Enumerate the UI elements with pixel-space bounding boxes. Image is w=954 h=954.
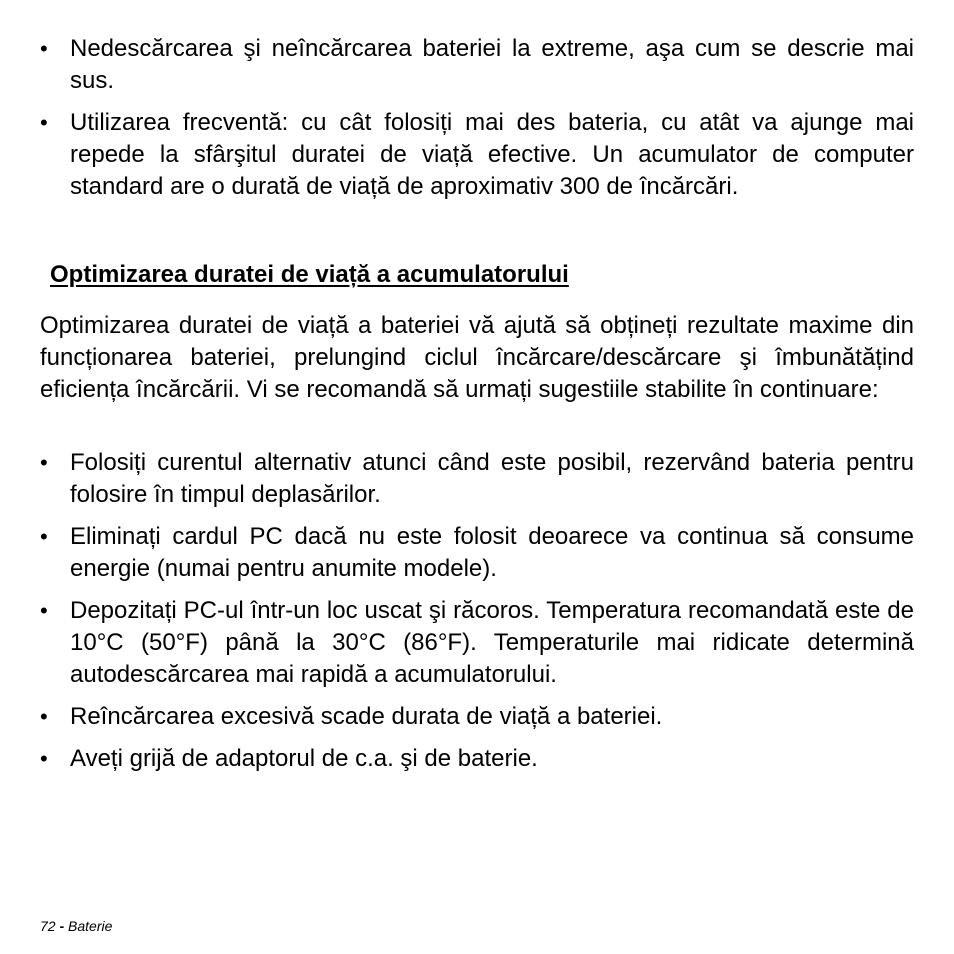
footer-section-name: Baterie (68, 918, 113, 934)
section-heading: Optimizarea duratei de viață a acumulatorului (50, 261, 569, 288)
bullet-mark: • (40, 36, 48, 61)
bullet-item (40, 33, 914, 97)
bullet-item (40, 595, 914, 691)
bullet-mark: • (40, 746, 48, 771)
bullet-mark: • (40, 110, 48, 135)
bullet-text: Utilizarea frecventă: cu cât folosiți mai des bateria, cu atât va ajunge mai repede la sfârşitul duratei de viață efective. Un acumulator de computer standard are o durată de viață de aproximativ 300 de încărcări. (70, 109, 914, 200)
bullet-text: Eliminați cardul PC dacă nu este folosit deoarece va continua să consume energie (numai pentru anumite modele). (70, 523, 914, 582)
bullet-mark: • (40, 524, 48, 549)
bullet-mark: • (40, 704, 48, 729)
bullet-mark: • (40, 450, 48, 475)
bullet-item (40, 447, 914, 511)
bullet-text: Aveți grijă de adaptorul de c.a. şi de baterie. (70, 745, 538, 772)
bullet-item (40, 701, 914, 733)
bullet-item (40, 107, 914, 203)
intro-paragraph: Optimizarea duratei de viață a bateriei vă ajută să obțineți rezultate maxime din funcționarea bateriei, prelungind ciclul încărcare/descărcare şi îmbunătățind eficiența încărcării. Vi se recomandă să urmați sugestiile stabilite în continuare: (40, 312, 914, 403)
bullet-list-tips (40, 447, 914, 785)
bullet-text: Depozitați PC-ul într-un loc uscat şi răcoros. Temperatura recomandată este de 10°C (50°F) până la 30°C (86°F). Temperaturile mai ridicate determină autodescărcarea mai rapidă a acumulatorului. (70, 597, 914, 688)
bullet-list-top (40, 33, 914, 213)
footer-separator: - (59, 918, 65, 934)
bullet-text: Folosiți curentul alternativ atunci când este posibil, rezervând bateria pentru folosire în timpul deplasărilor. (70, 449, 914, 508)
bullet-text: Reîncărcarea excesivă scade durata de viață a bateriei. (70, 703, 663, 730)
bullet-item (40, 521, 914, 585)
page-number: 72 (40, 918, 56, 934)
page-footer (40, 918, 112, 934)
bullet-mark: • (40, 598, 48, 623)
bullet-item (40, 743, 914, 775)
bullet-text: Nedescărcarea şi neîncărcarea bateriei la extreme, aşa cum se descrie mai sus. (70, 35, 914, 94)
